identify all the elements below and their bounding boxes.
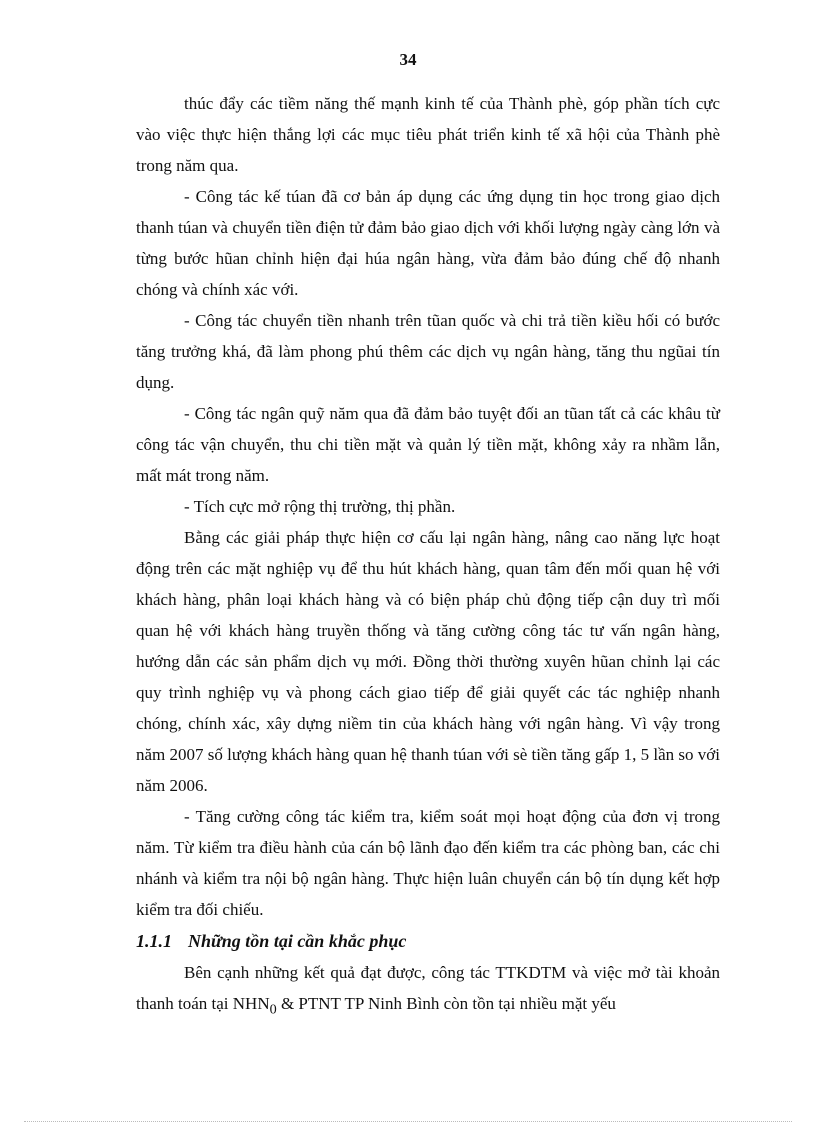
- paragraph-8-text-start: Bên cạnh những kết quả đạt được, công tác TTKDTM và việc mở tài khoản thanh toán tại NHN: [136, 963, 720, 1013]
- paragraph-4: - Công tác ngân quỹ năm qua đã đảm bảo tuyệt đối an tũan tất cả các khâu từ công tác vận chuyển, thu chi tiền mặt và quản lý tiền mặt, không xảy ra nhầm lẫn, mất mát trong năm.: [136, 404, 720, 485]
- section-heading-title: Những tồn tại cần khắc phục: [188, 931, 407, 951]
- paragraph-8-subscript: 0: [269, 1001, 277, 1018]
- paragraph-2: - Công tác kế túan đã cơ bản áp dụng các ứng dụng tin học trong giao dịch thanh túan và chuyển tiền điện tử đảm bảo giao dịch với khối lượng ngày càng lớn và từng bước hũan chỉnh hiện đại húa ngân hàng, vừa đảm bảo đúng chế độ nhanh chóng và chính xác với.: [136, 187, 720, 299]
- section-heading-number: 1.1.1: [136, 931, 172, 951]
- section-heading: [136, 925, 720, 957]
- paragraph-6: Bằng các giải pháp thực hiện cơ cấu lại ngân hàng, nâng cao năng lực hoạt động trên các mặt nghiệp vụ để thu hút khách hàng, quan tâm đến mối quan hệ với khách hàng, phân loại khách hàng và có biện pháp chủ động tiếp cận duy trì mối quan hệ với khách hàng truyền thống và tăng cường công tác tư vấn ngân hàng, hướng dẫn các sản phẩm dịch vụ mới. Đồng thời thường xuyên hũan chỉnh lại các quy trình nghiệp vụ và phong cách giao tiếp để giải quyết các tác nghiệp nhanh chóng, chính xác, xây dựng niềm tin của khách hàng với ngân hàng. Vì vậy trong năm 2007 số lượng khách hàng quan hệ thanh túan với sè tiền tăng gấp 1, 5 lần so với năm 2006.: [136, 528, 720, 795]
- document-body: [136, 88, 720, 1025]
- paragraph-7: - Tăng cường công tác kiểm tra, kiểm soát mọi hoạt động của đơn vị trong năm. Từ kiểm tra điều hành của cán bộ lãnh đạo đến kiểm tra các phòng ban, các chi nhánh và kiểm tra nội bộ ngân hàng. Thực hiện luân chuyển cán bộ tín dụng kết hợp kiểm tra đối chiếu.: [136, 807, 720, 919]
- page-bottom-divider: [24, 1121, 792, 1122]
- paragraph-8: [136, 957, 720, 1025]
- page-number: 34: [399, 50, 417, 69]
- paragraph-3: - Công tác chuyển tiền nhanh trên tũan quốc và chi trả tiền kiều hối có bước tăng trưởng khá, đã làm phong phú thêm các dịch vụ ngân hàng, tăng thu ngũai tín dụng.: [136, 311, 720, 392]
- paragraph-1: thúc đẩy các tiềm năng thế mạnh kinh tế của Thành phè, góp phần tích cực vào việc thực hiện thắng lợi các mục tiêu phát triển kinh tế xã hội của Thành phè trong năm qua.: [136, 94, 720, 175]
- paragraph-8-text-end: & PTNT TP Ninh Bình còn tồn tại nhiều mặt yếu: [276, 994, 616, 1013]
- paragraph-5: - Tích cực mở rộng thị trường, thị phần.: [184, 497, 456, 516]
